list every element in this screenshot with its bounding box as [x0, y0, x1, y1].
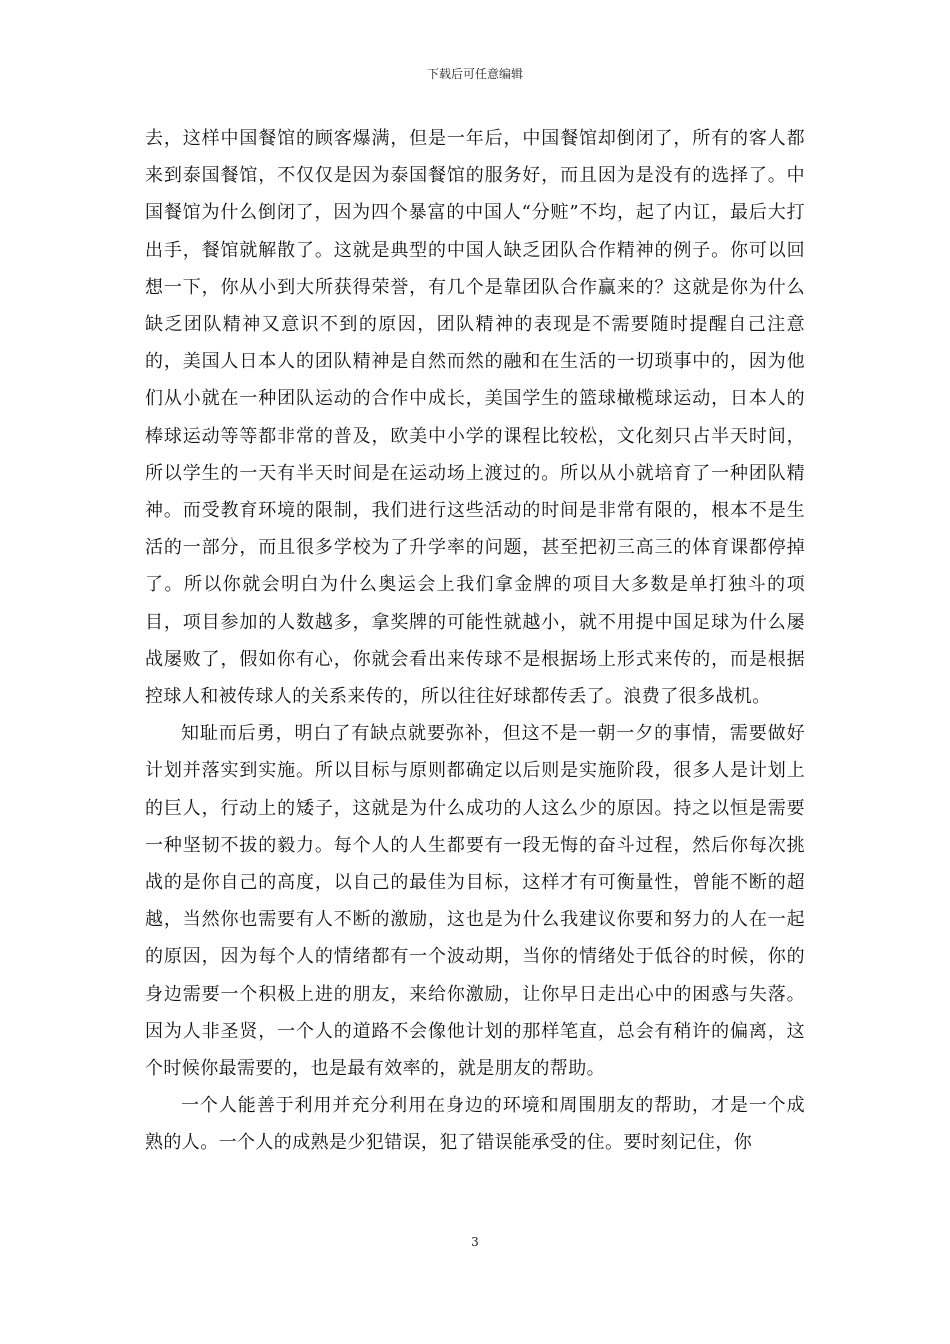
page-number: 3: [471, 1235, 479, 1249]
paragraph-1: 去，这样中国餐馆的顾客爆满，但是一年后，中国餐馆却倒闭了，所有的客人都来到泰国餐馆，不仅仅是因为泰国餐馆的服务好，而且因为是没有的选择了。中国餐馆为什么倒闭了，因为四个暴富的中国人“分赃”不均，起了内讧，最后大打出手，餐馆就解散了。这就是典型的中国人缺乏团队合作精神的例子。你可以回想一下，你从小到大所获得荣誉，有几个是靠团队合作赢来的？这就是你为什么缺乏团队精神又意识不到的原因，团队精神的表现是不需要随时提醒自己注意的，美国人日本人的团队精神是自然而然的融和在生活的一切琐事中的，因为他们从小就在一种团队运动的合作中成长，美国学生的篮球橄榄球运动，日本人的棒球运动等等都非常的普及，欧美中小学的课程比较松，文化刻只占半天时间，所以学生的一天有半天时间是在运动场上渡过的。所以从小就培育了一种团队精神。而受教育环境的限制，我们进行这些活动的时间是非常有限的，根本不是生活的一部分，而且很多学校为了升学率的问题，甚至把初三高三的体育课都停掉了。所以你就会明白为什么奥运会上我们拿金牌的项目大多数是单打独斗的项目，项目参加的人数越多，拿奖牌的可能性就越小，就不用提中国足球为什么屡战屡败了，假如你有心，你就会看出来传球不是根据场上形式来传的，而是根据控球人和被传球人的关系来传的，所以往往好球都传丢了。浪费了很多战机。: [145, 128, 805, 708]
page-header: 下载后可任意编辑: [426, 67, 523, 81]
body-text: [145, 120, 805, 1162]
paragraph-2: 知耻而后勇，明白了有缺点就要弥补，但这不是一朝一夕的事情，需要做好计划并落实到实施。所以目标与原则都确定以后则是实施阶段，很多人是计划上的巨人，行动上的矮子，这就是为什么成功的人这么少的原因。持之以恒是需要一种坚韧不拔的毅力。每个人的人生都要有一段无悔的奋斗过程，然后你每次挑战的是你自己的高度，以自己的最佳为目标，这样才有可衡量性，曾能不断的超越，当然你也需要有人不断的激励，这也是为什么我建议你要和努力的人在一起的原因，因为每个人的情绪都有一个波动期，当你的情绪处于低谷的时候，你的身边需要一个积极上进的朋友，来给你激励，让你早日走出心中的困惑与失落。因为人非圣贤，一个人的道路不会像他计划的那样笔直，总会有稍许的偏离，这个时候你最需要的，也是最有效率的，就是朋友的帮助。: [145, 723, 805, 1080]
paragraph-3: 一个人能善于利用并充分利用在身边的环境和周围朋友的帮助，才是一个成熟的人。一个人的成熟是少犯错误，犯了错误能承受的住。要时刻记住，你: [145, 1095, 805, 1154]
